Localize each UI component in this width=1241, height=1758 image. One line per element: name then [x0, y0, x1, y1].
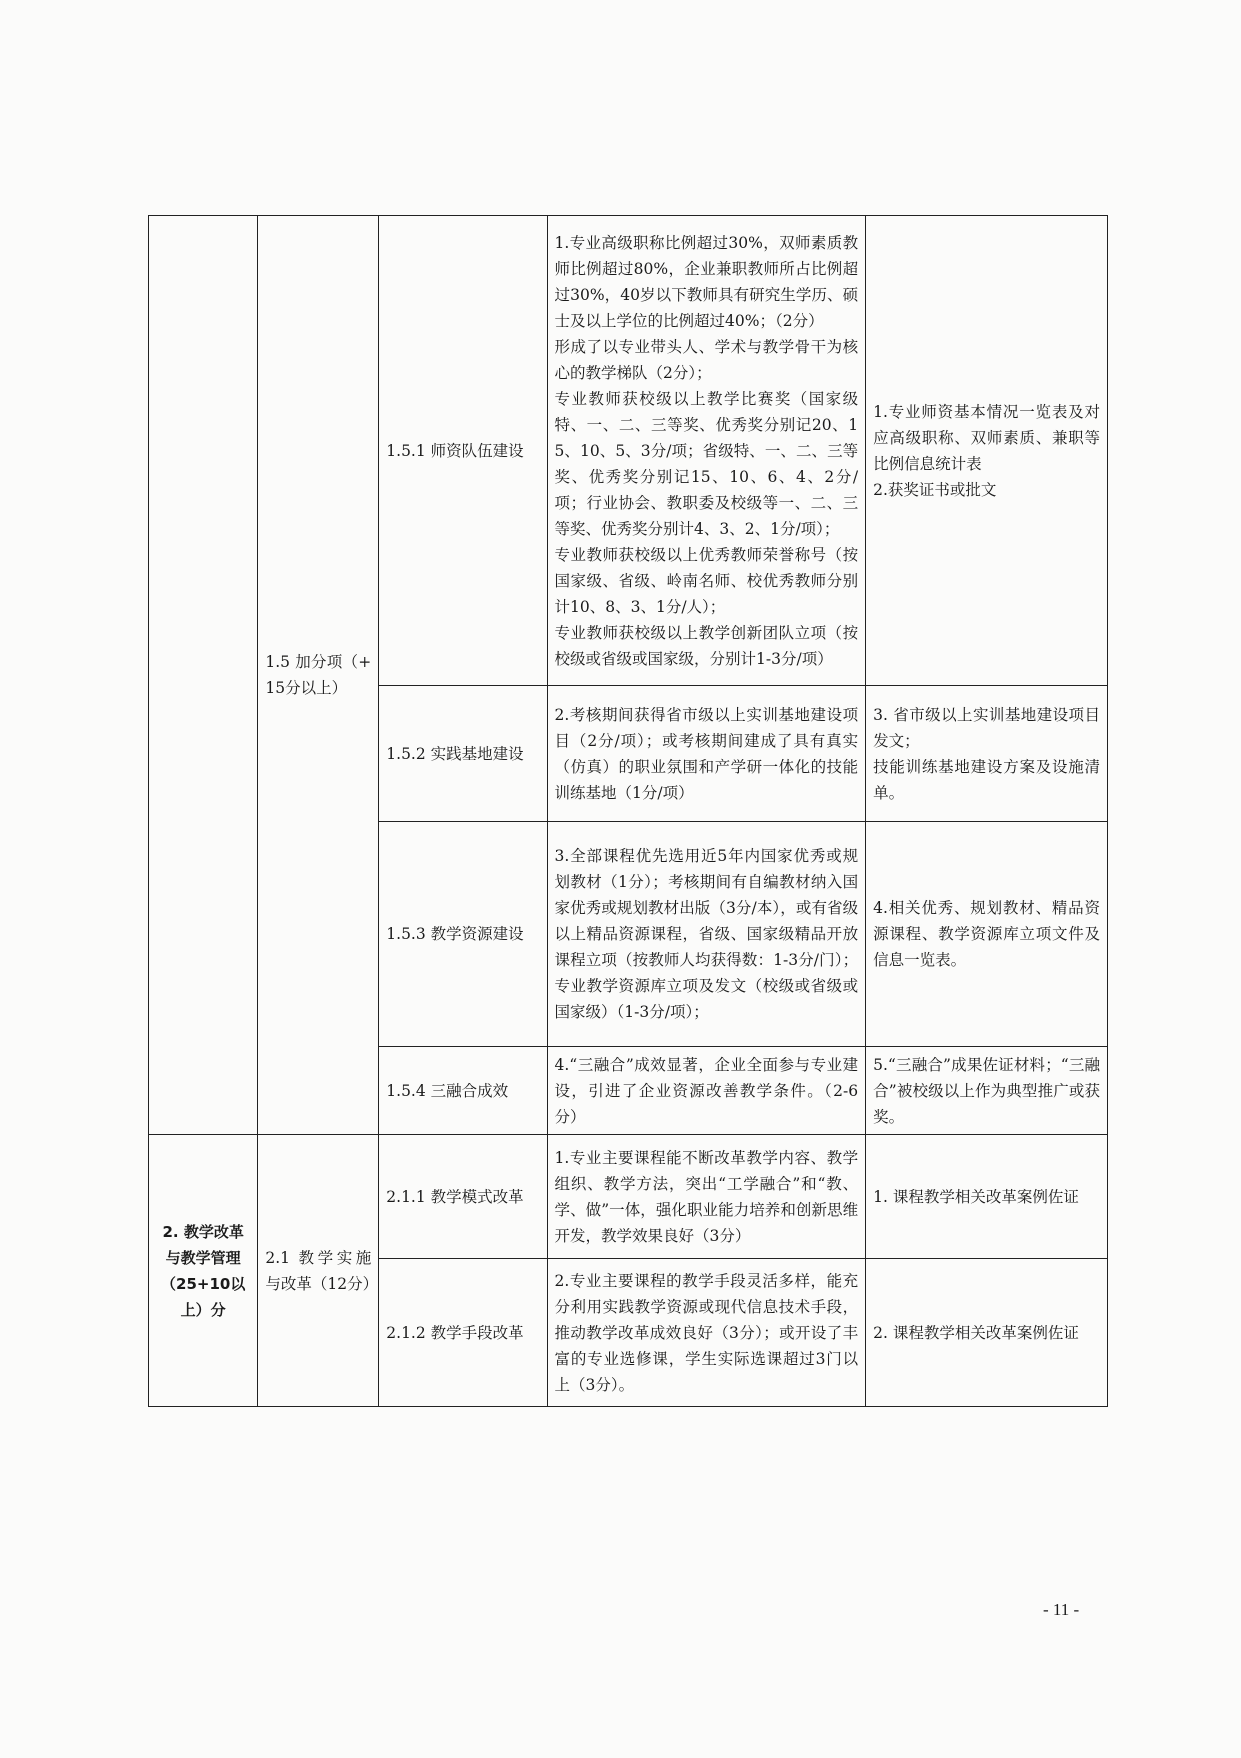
evidence-line: 1.专业师资基本情况一览表及对应高级职称、双师素质、兼职等比例信息统计表	[873, 402, 1100, 473]
indicator-cell: 1.5.3 教学资源建设	[379, 822, 547, 1047]
evidence-cell	[866, 822, 1108, 1047]
criteria-line: 2.专业主要课程的教学手段灵活多样，能充分利用实践教学资源或现代信息技术手段，推动教学改革成效良好（3分）；或开设了丰富的专业选修课，学生实际选课超过3门以上（3分）。	[554, 1271, 859, 1394]
criteria-line: 2.考核期间获得省市级以上实训基地建设项目（2分/项）；或考核期间建成了具有真实（仿真）的职业氛围和产学研一体化的技能训练基地（1分/项）	[554, 705, 859, 802]
evidence-line: 5.“三融合”成果佐证材料；“三融合”被校级以上作为典型推广或获奖。	[873, 1055, 1100, 1126]
evaluation-table	[148, 215, 1108, 1407]
evidence-cell	[866, 1259, 1108, 1407]
criteria-line: 专业教师获校级以上教学比赛奖（国家级特、一、二、三等奖、优秀奖分别记20、15、10、5、3分/项；省级特、一、二、三等奖、优秀奖分别记15、10、6、4、2分/项；行业协会、教职委及校级等一、二、三等奖、优秀奖分别计4、3、2、1分/项）；	[554, 389, 859, 538]
page-number: - 11 -	[1043, 1600, 1080, 1619]
evidence-cell	[866, 1135, 1108, 1259]
criteria-line: 专业教师获校级以上教学创新团队立项（按校级或省级或国家级，分别计1-3分/项）	[554, 623, 859, 668]
criteria-cell	[547, 686, 866, 822]
criteria-line: 1.专业高级职称比例超过30%，双师素质教师比例超过80%，企业兼职教师所占比例超过30%，40岁以下教师具有研究生学历、硕士及以上学位的比例超过40%；（2分）	[554, 233, 859, 330]
evidence-cell	[866, 1047, 1108, 1135]
criteria-line: 专业教师获校级以上优秀教师荣誉称号（按国家级、省级、岭南名师、校优秀教师分别计10、8、3、1分/人）；	[554, 545, 859, 616]
criteria-line: 4.“三融合”成效显著，企业全面参与专业建设，引进了企业资源改善教学条件。（2-6分）	[554, 1055, 859, 1126]
criteria-cell	[547, 216, 866, 686]
category-cell: 2. 教学改革与教学管理（25+10以上）分	[149, 1135, 258, 1407]
evidence-line: 1. 课程教学相关改革案例佐证	[873, 1187, 1079, 1206]
category-cell-empty	[149, 216, 258, 1135]
criteria-line: 3.全部课程优先选用近5年内国家优秀或规划教材（1分）；考核期间有自编教材纳入国家优秀或规划教材出版（3分/本），或有省级以上精品资源课程，省级、国家级精品开放课程立项（按教师人均获得数：1-3分/门）；专业教学资源库立项及发文（校级或省级或国家级）（1-3分/项）；	[554, 847, 859, 1021]
subcategory-cell: 2.1 教学实施与改革（12分）	[258, 1135, 379, 1407]
criteria-cell	[547, 1047, 866, 1135]
evidence-line: 技能训练基地建设方案及设施清单。	[873, 757, 1100, 802]
indicator-cell: 1.5.4 三融合成效	[379, 1047, 547, 1135]
evidence-cell	[866, 686, 1108, 822]
subcategory-cell: 1.5 加分项（+15分以上）	[258, 216, 379, 1135]
evidence-line: 3. 省市级以上实训基地建设项目发文；	[873, 705, 1100, 750]
indicator-cell: 2.1.2 教学手段改革	[379, 1259, 547, 1407]
evidence-line: 2. 课程教学相关改革案例佐证	[873, 1323, 1079, 1342]
criteria-cell	[547, 1135, 866, 1259]
indicator-cell: 1.5.2 实践基地建设	[379, 686, 547, 822]
criteria-cell	[547, 822, 866, 1047]
evidence-line: 4.相关优秀、规划教材、精品资源课程、教学资源库立项文件及信息一览表。	[873, 899, 1100, 969]
indicator-cell: 1.5.1 师资队伍建设	[379, 216, 547, 686]
evidence-cell	[866, 216, 1108, 686]
criteria-line: 1.专业主要课程能不断改革教学内容、教学组织、教学方法，突出“工学融合”和“教、学、做”一体，强化职业能力培养和创新思维开发，教学效果良好（3分）	[554, 1148, 859, 1245]
evidence-line: 2.获奖证书或批文	[873, 480, 997, 499]
criteria-line: 形成了以专业带头人、学术与教学骨干为核心的教学梯队（2分）；	[554, 337, 859, 382]
criteria-cell	[547, 1259, 866, 1407]
indicator-cell: 2.1.1 教学模式改革	[379, 1135, 547, 1259]
table-row	[149, 1135, 1108, 1259]
table-row	[149, 216, 1108, 686]
